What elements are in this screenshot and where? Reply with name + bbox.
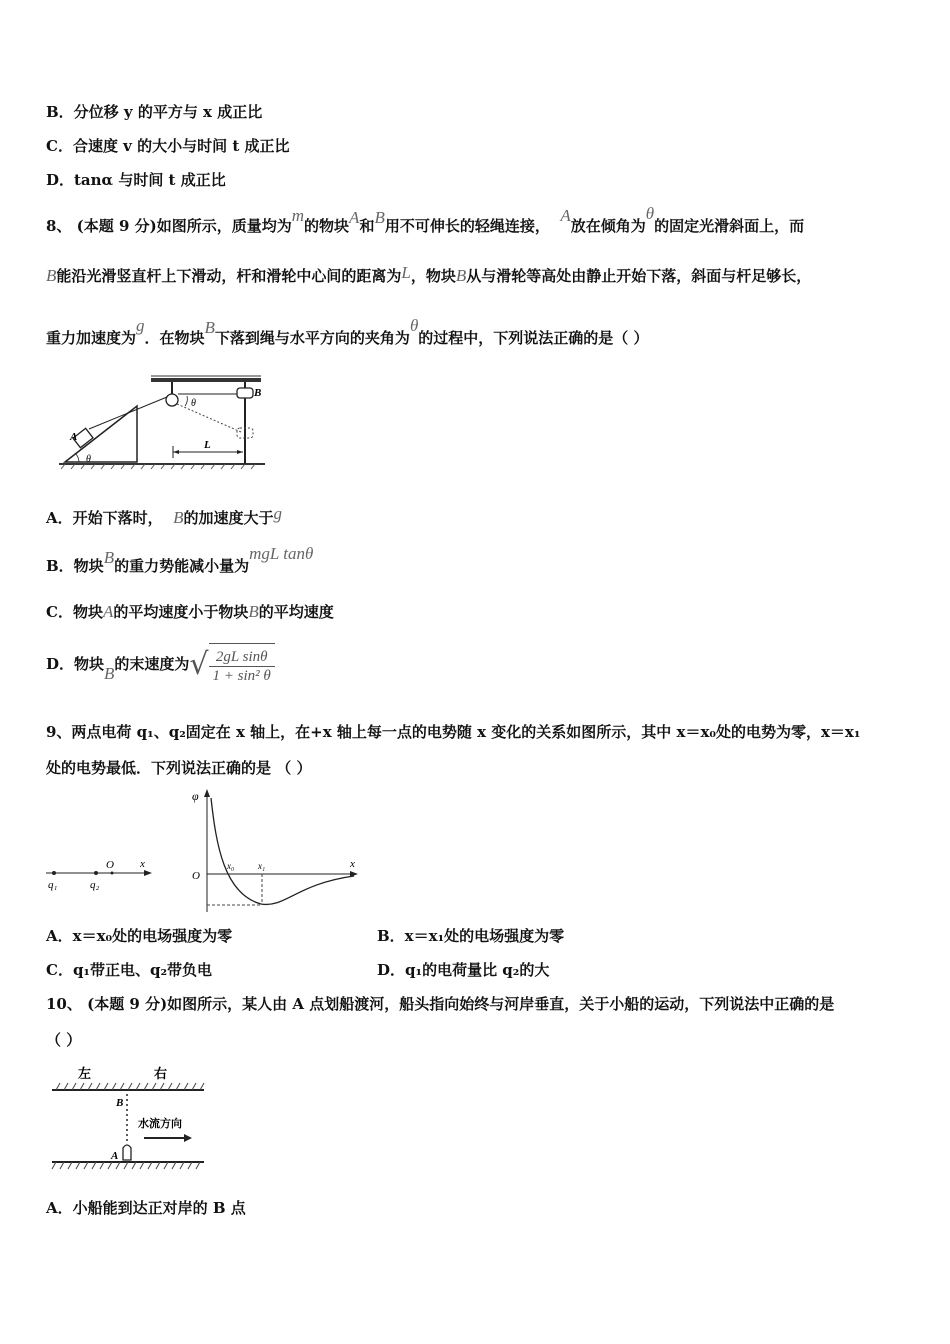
q8-incline-figure <box>55 372 270 472</box>
q10-stem-line1: 10、 (本题 9 分)如图所示，某人由 A 点划船渡河，船头指向始终与河岸垂直，关于小船的运动，下列说法中正确的是 <box>46 995 835 1013</box>
q10-option-a: A．小船能到达正对岸的 B 点 <box>46 1199 246 1217</box>
q9-charges-figure <box>44 855 159 895</box>
q9-stem-line2: 处的电势最低．下列说法正确的是 （ ） <box>46 759 312 777</box>
q9-option-a: A．x＝x₀处的电场强度为零 <box>46 927 233 945</box>
q8-option-d: D．物块B的末速度为√ $\frac{\text{2gL sinθ}}{\text{1 + sin² θ}}$ <box>46 642 275 686</box>
fig10-label-a: A <box>111 1150 119 1162</box>
q10-river-figure <box>46 1064 208 1176</box>
fig9a-label-o: O <box>106 859 114 871</box>
q7-option-b: B．分位移 y 的平方与 x 成正比 <box>46 103 263 121</box>
fig8-label-b: B <box>254 387 262 399</box>
fig8-label-theta-base: θ <box>86 454 91 465</box>
fig10-label-left: 左 <box>78 1067 92 1082</box>
fig9a-label-x: x <box>140 858 145 870</box>
fig9b-label-x: x <box>350 858 355 870</box>
fig10-label-right: 右 <box>154 1067 168 1082</box>
fig8-label-theta-top: θ <box>191 398 196 409</box>
fig10-label-b: B <box>116 1097 124 1109</box>
flow-arrow-icon <box>184 1134 192 1142</box>
q9-option-d: D．q₁的电荷量比 q₂的大 <box>377 961 550 979</box>
fig9b-label-phi: φ <box>192 789 199 803</box>
q8-option-a: A．开始下落时， B的加速度大于g <box>46 504 282 527</box>
sqrt-sign: √ <box>189 647 209 682</box>
q10-stem-line2: （ ） <box>46 1031 82 1049</box>
fig8-label-a: A <box>70 431 78 443</box>
fig9a-label-q1: q₁ <box>48 879 58 891</box>
fig9a-label-q2: q₂ <box>90 879 100 891</box>
q7-option-d: D．tanα 与时间 t 成正比 <box>46 171 226 189</box>
q8-stem-line2: B能沿光滑竖直杆上下滑动，杆和滑轮中心间的距离为L，物块B从与滑轮等高处由静止开始下落，斜面与杆足够长， <box>46 263 812 285</box>
q8-stem-line3: 重力加速度为g．在物块B下落到绳与水平方向的夹角为θ的过程中，下列说法正确的是（ ） <box>46 316 649 347</box>
q8-option-b: B．物块B的重力势能减小量为mgL tanθ <box>46 544 314 575</box>
fig8-label-l: L <box>204 439 211 451</box>
q9-stem-line1: 9、两点电荷 q₁、q₂固定在 x 轴上，在+x 轴上每一点的电势随 x 变化的关系如图所示，其中 x＝x₀处的电势为零，x＝x₁ <box>46 723 861 741</box>
fig10-label-flow: 水流方向 <box>138 1117 182 1130</box>
q8-option-c: C．物块A的平均速度小于物块B的平均速度 <box>46 602 334 621</box>
q9-potential-graph <box>186 784 366 916</box>
q8-stem-line1: 8、 (本题 9 分)如图所示，质量均为m的物块A和B用不可伸长的轻绳连接， A放在倾角为θ的固定光滑斜面上，而 <box>46 204 805 235</box>
q7-option-c: C．合速度 v 的大小与时间 t 成正比 <box>46 137 290 155</box>
fig9b-label-x0: x₀ <box>227 861 235 871</box>
q9-option-c: C．q₁带正电、q₂带负电 <box>46 961 213 979</box>
q9-option-b: B．x＝x₁处的电场强度为零 <box>377 927 565 945</box>
fig9b-label-o: O <box>192 870 200 882</box>
fig9b-label-x1: x₁ <box>258 861 266 871</box>
